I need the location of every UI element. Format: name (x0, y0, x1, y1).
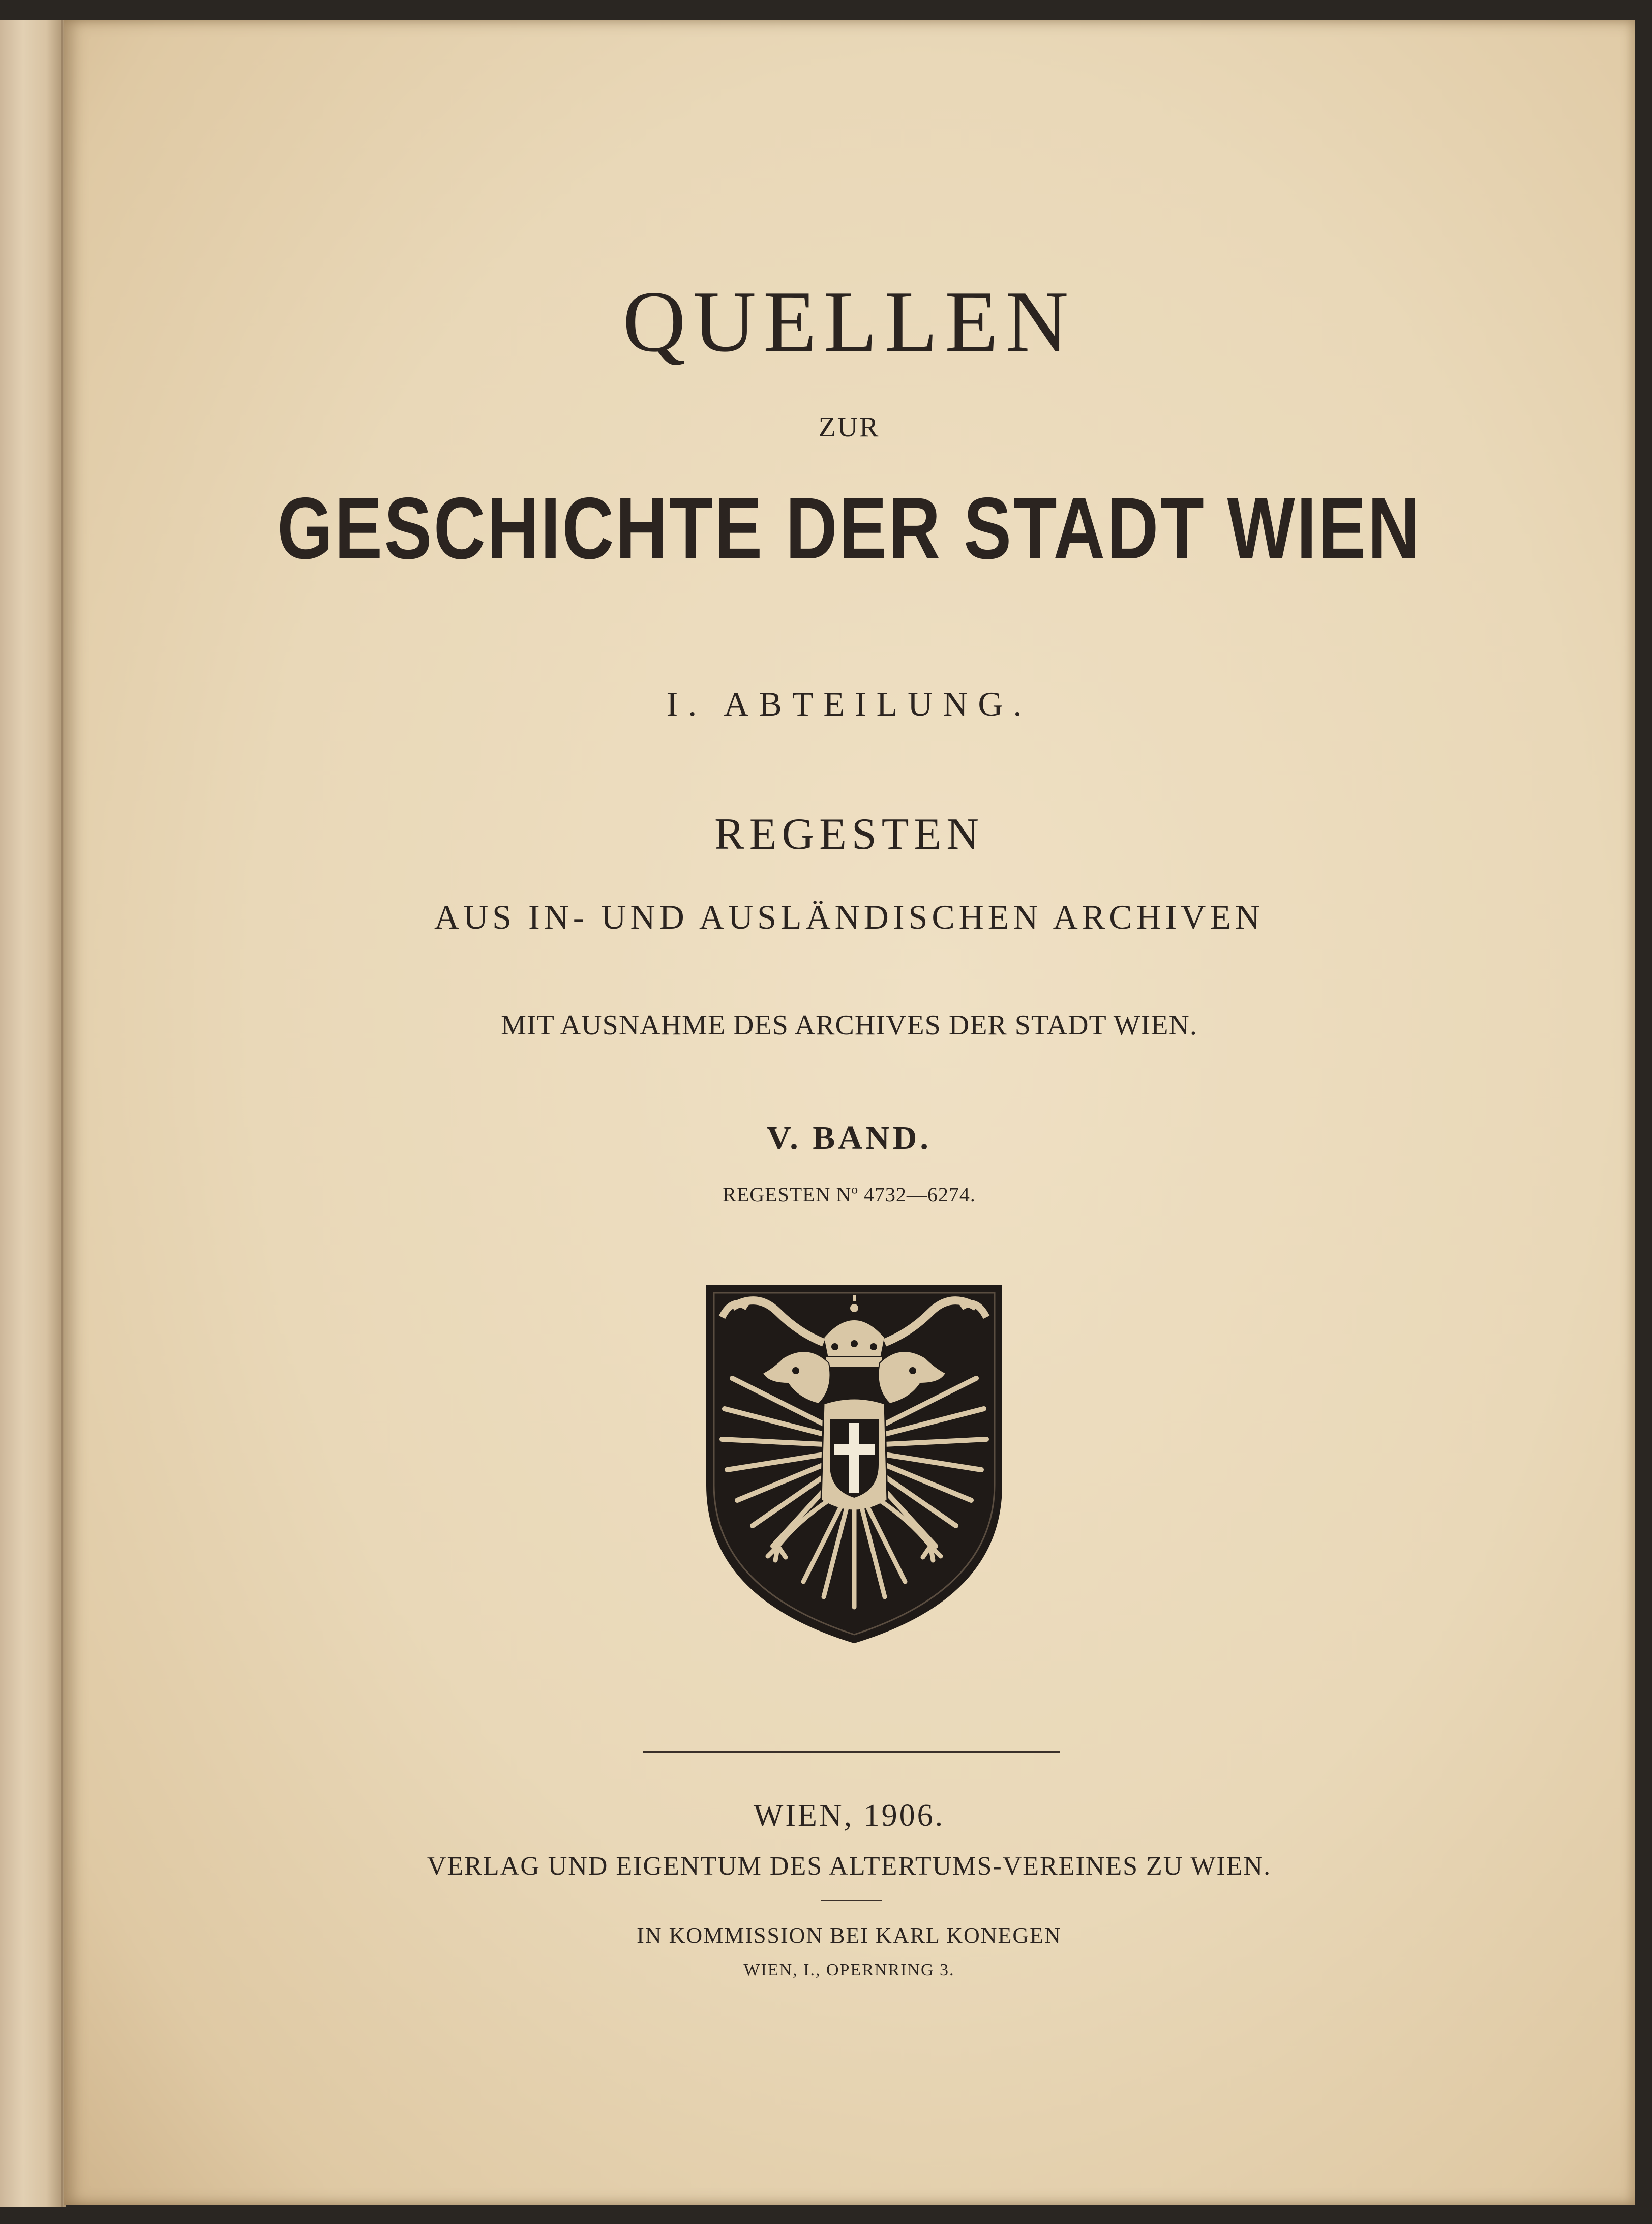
imprint-address: WIEN, I., OPERNRING 3. (743, 1961, 955, 1979)
section-archiven: AUS IN- UND AUSLÄNDISCHEN ARCHIVEN (434, 898, 1265, 936)
imprint-publisher: VERLAG UND EIGENTUM DES ALTERTUMS-VEREINES ZU WIEN. (427, 1852, 1272, 1881)
title-quellen: QUELLEN (622, 274, 1076, 370)
divider-rule-short (821, 1900, 882, 1901)
volume-range: REGESTEN Nº 4732—6274. (723, 1183, 976, 1206)
title-zur: ZUR (818, 411, 880, 443)
binding-edge (0, 20, 66, 2207)
coat-of-arms-icon (702, 1282, 1007, 1648)
title-geschichte: GESCHICHTE DER STADT WIEN (277, 480, 1421, 577)
cross-shield-icon (830, 1419, 879, 1498)
imprint-place-year: WIEN, 1906. (753, 1798, 945, 1833)
section-ausnahme: MIT AUSNAHME DES ARCHIVES DER STADT WIEN. (501, 1010, 1197, 1041)
section-regesten: REGESTEN (714, 810, 984, 859)
imprint-commission: IN KOMMISSION BEI KARL KONEGEN (637, 1923, 1062, 1948)
section-abteilung: I. ABTEILUNG. (666, 685, 1032, 723)
volume-band: V. BAND. (767, 1119, 932, 1157)
title-page (64, 20, 1635, 2205)
divider-rule (643, 1751, 1060, 1753)
